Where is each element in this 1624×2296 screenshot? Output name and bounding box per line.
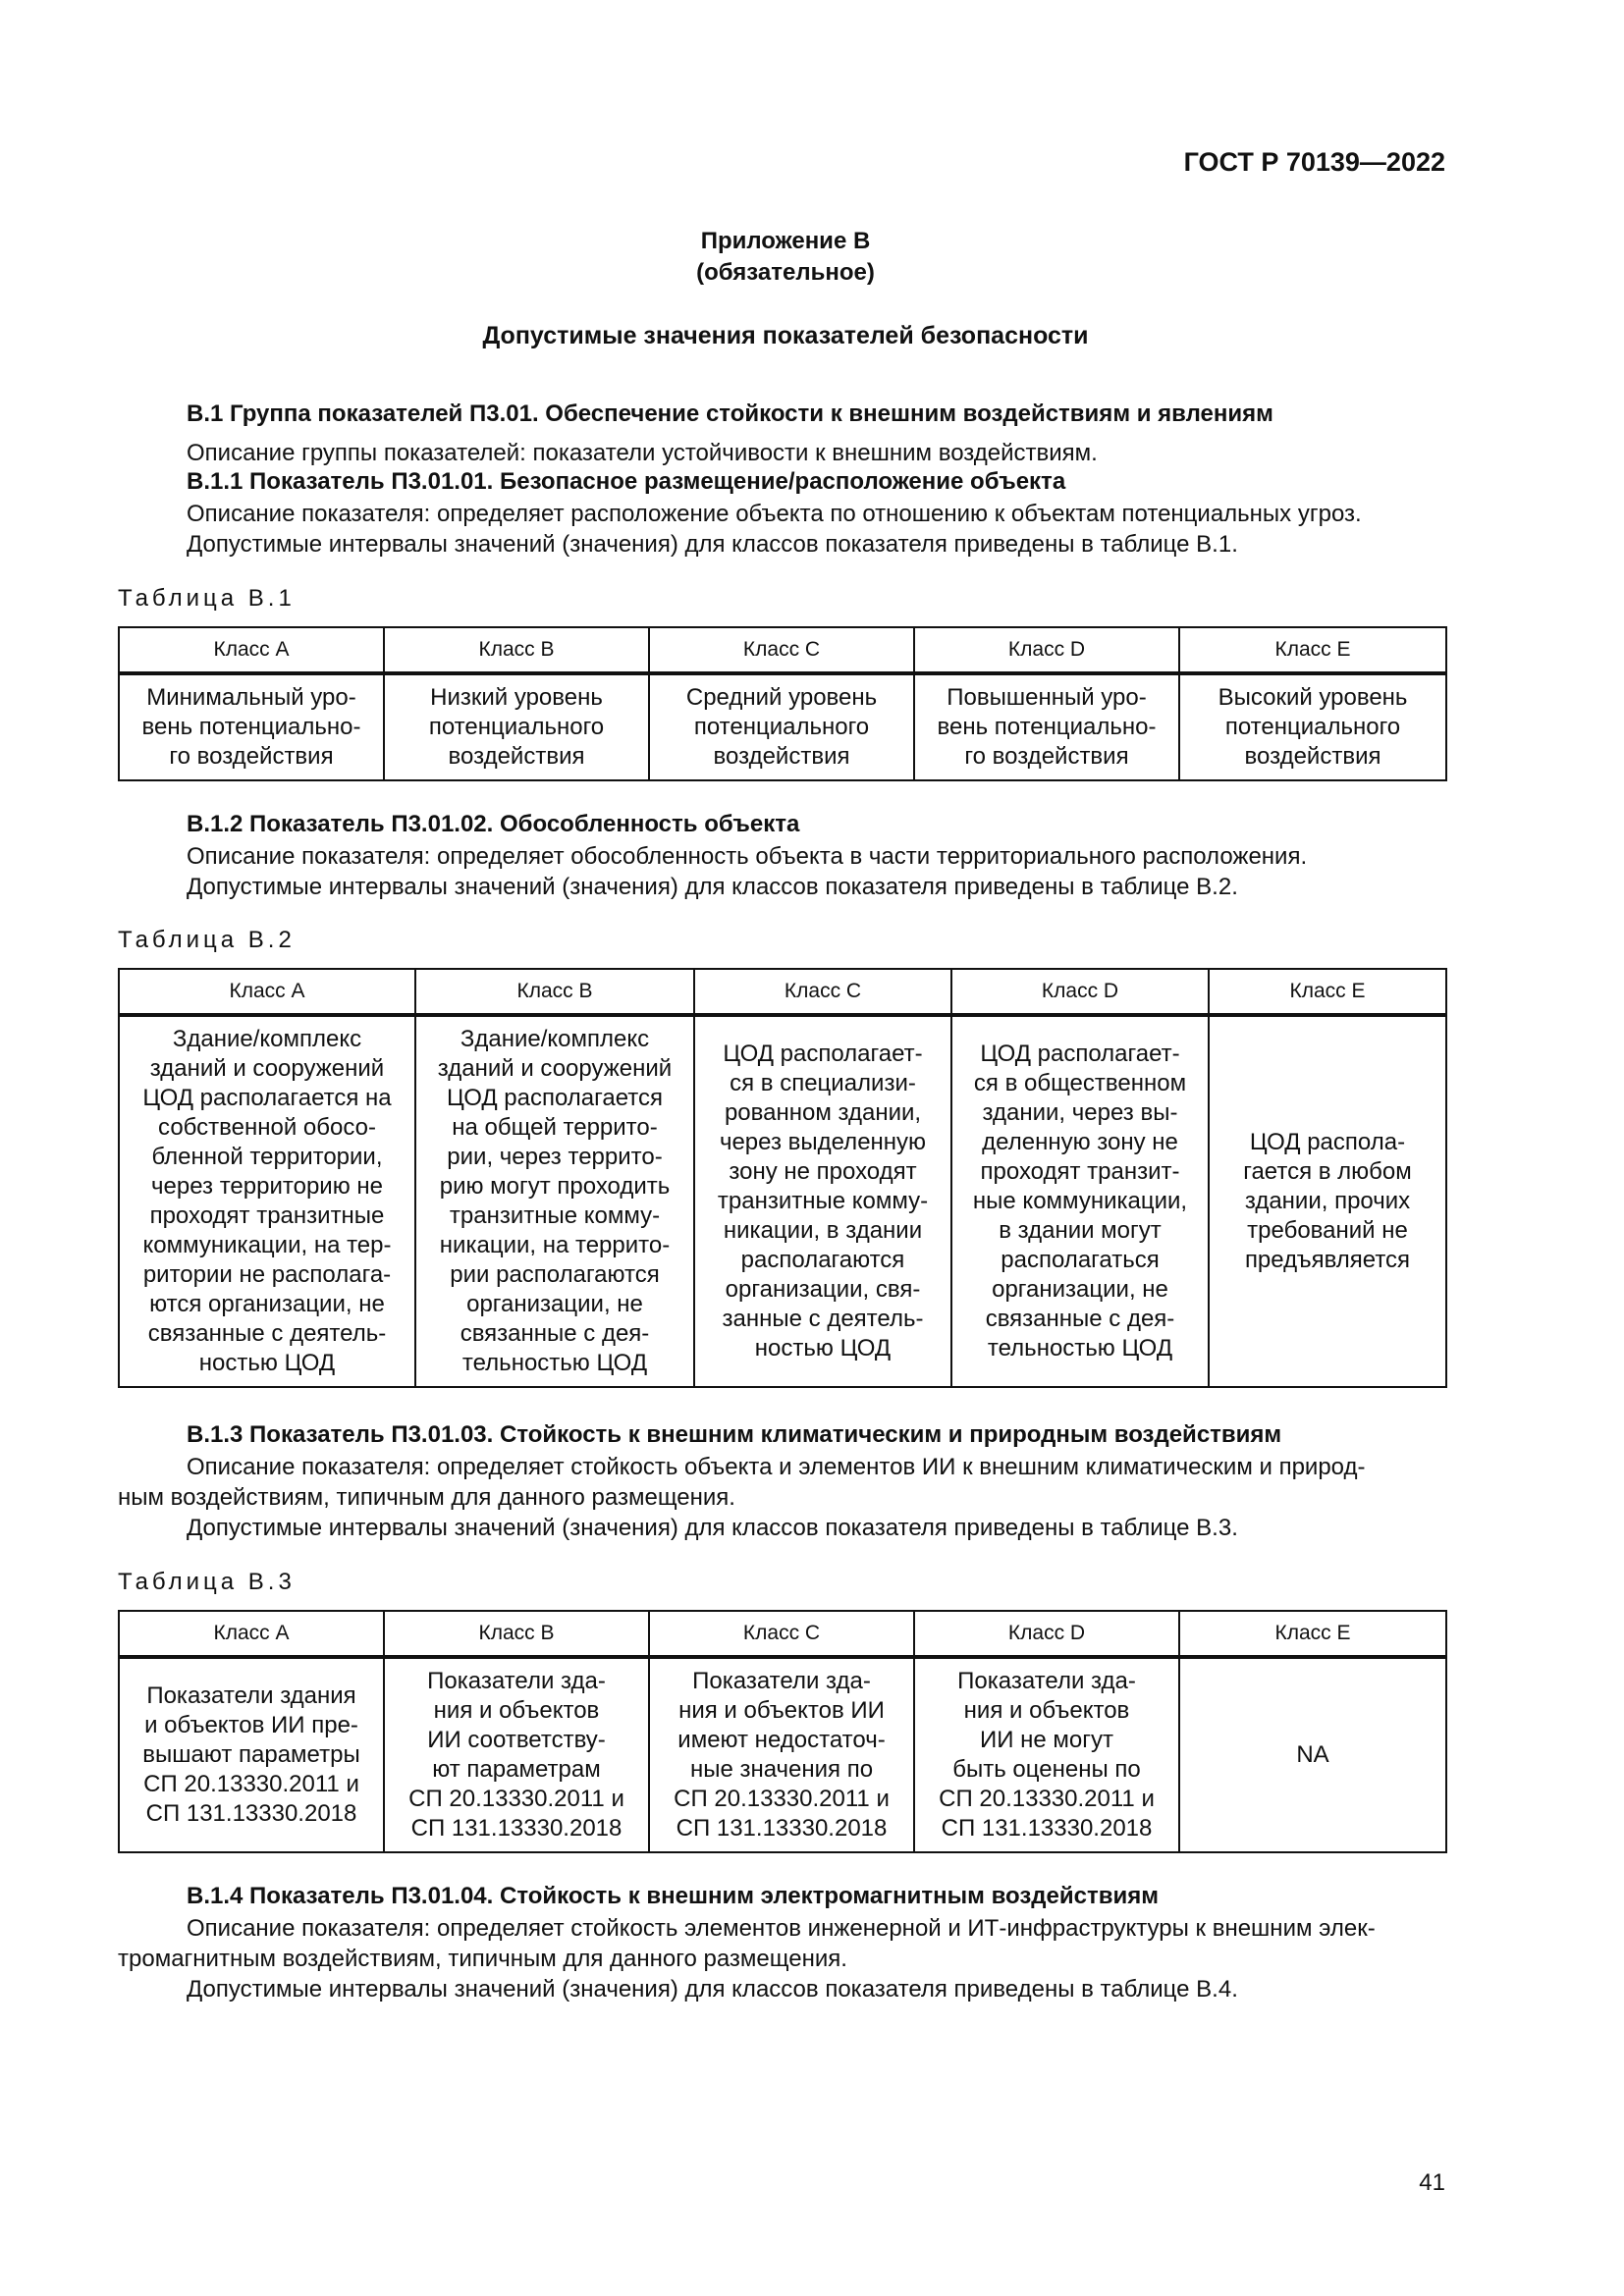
cell-line: на общей террито-	[452, 1114, 658, 1141]
cell-line: ся в специализи-	[730, 1070, 916, 1096]
cell-line: Показатели зда-	[957, 1668, 1136, 1694]
cell-line: здании, прочих	[1244, 1188, 1411, 1214]
table-b1-caption: Таблица В.1	[118, 585, 296, 612]
table-b1-header-cell: Класс C	[649, 627, 914, 673]
table-b2-cell	[119, 1015, 415, 1387]
cell-line: ИИ не могут	[979, 1727, 1114, 1753]
cell-line: го воздействия	[169, 743, 334, 770]
cell-line: потенциального	[428, 714, 605, 740]
cell-line: ЦОД располагает-	[980, 1041, 1180, 1067]
cell-line: здании, через вы-	[982, 1099, 1178, 1126]
cell-line: Минимальный уро-	[146, 684, 356, 711]
table-b3-header-cell: Класс D	[914, 1611, 1179, 1657]
section-b14-description-line2: тромагнитным воздействиям, типичным для данного размещения.	[118, 1946, 847, 1972]
cell-line: ЦОД располагается	[447, 1085, 663, 1111]
cell-line: Низкий уровень	[430, 684, 603, 711]
cell-line: ния и объектов ИИ	[678, 1697, 885, 1724]
cell-line: ностью ЦОД	[754, 1335, 892, 1362]
cell-line: транзитные комму-	[717, 1188, 929, 1214]
table-b3-body-row	[119, 1657, 1446, 1852]
cell-line: располагаются	[740, 1247, 905, 1273]
cell-line: никации, в здании	[723, 1217, 923, 1244]
cell-line: воздействия	[448, 743, 585, 770]
table-b2-cell	[415, 1015, 694, 1387]
table-b2-header-cell: Класс C	[694, 969, 951, 1015]
cell-line: зданий и сооружений	[437, 1055, 673, 1082]
cell-line: быть оценены по	[952, 1756, 1141, 1783]
section-b14-table-reference: Допустимые интервалы значений (значения) для классов показателя приведены в таблице В.4.	[187, 1976, 1238, 2002]
cell-line: СП 20.13330.2011 и	[408, 1786, 624, 1812]
section-b11-table-reference: Допустимые интервалы значений (значения) для классов показателя приведены в таблице В.1.	[187, 531, 1238, 558]
cell-line: имеют недостаточ-	[677, 1727, 886, 1753]
appendix-status: (обязательное)	[696, 259, 875, 286]
page-number: 41	[1419, 2169, 1445, 2196]
cell-line: Показатели зда-	[692, 1668, 871, 1694]
table-b3-header-cell: Класс B	[384, 1611, 649, 1657]
cell-line: собственной обосо-	[158, 1114, 376, 1141]
cell-line: СП 20.13330.2011 и	[143, 1771, 359, 1797]
cell-line: воздействия	[1244, 743, 1381, 770]
cell-line: ЦОД распола-	[1249, 1129, 1406, 1155]
cell-line: Высокий уровень	[1218, 684, 1408, 711]
cell-line: ния и объектов	[963, 1697, 1130, 1724]
cell-line: через выделенную	[719, 1129, 927, 1155]
table-b1-body-row	[119, 673, 1446, 780]
cell-line: ностью ЦОД	[198, 1350, 336, 1376]
table-b3-cell	[119, 1657, 384, 1852]
table-b2-body-row	[119, 1015, 1446, 1387]
cell-line: ЦОД располагается на	[142, 1085, 392, 1111]
cell-line: транзитные комму-	[449, 1202, 661, 1229]
cell-line: рии, через террито-	[447, 1144, 663, 1170]
cell-line: через территорию не	[151, 1173, 383, 1200]
cell-line: ют параметрам	[432, 1756, 601, 1783]
cell-line: никации, на террито-	[439, 1232, 671, 1258]
cell-line: проходят транзит-	[980, 1158, 1180, 1185]
appendix-title: Приложение В	[700, 228, 871, 254]
table-b2-header-cell: Класс A	[119, 969, 415, 1015]
cell-line: Здание/комплекс	[172, 1026, 362, 1052]
table-b3-header-cell: Класс C	[649, 1611, 914, 1657]
cell-line: организации, не	[992, 1276, 1168, 1303]
table-b2-cell	[694, 1015, 951, 1387]
table-b2-caption: Таблица В.2	[118, 927, 296, 953]
table-b1-header-row	[119, 627, 1446, 673]
table-b1-cell	[119, 673, 384, 780]
cell-line: вень потенциально-	[937, 714, 1157, 740]
cell-line: связанные с дея-	[460, 1320, 650, 1347]
section-b11-description: Описание показателя: определяет расположение объекта по отношению к объектам потенциальных угроз.	[187, 501, 1362, 527]
cell-line: NA	[1296, 1741, 1329, 1768]
section-b12-table-reference: Допустимые интервалы значений (значения) для классов показателя приведены в таблице В.2.	[187, 874, 1238, 900]
table-b3-caption: Таблица В.3	[118, 1569, 296, 1595]
table-b2-header-cell: Класс D	[951, 969, 1209, 1015]
cell-line: потенциального	[1224, 714, 1401, 740]
table-b2-cell	[951, 1015, 1209, 1387]
table-b3-cell	[914, 1657, 1179, 1852]
cell-line: ные значения по	[689, 1756, 874, 1783]
table-b1-cell	[1179, 673, 1446, 780]
cell-line: связанные с дея-	[985, 1306, 1175, 1332]
cell-line: ритории не располага-	[142, 1261, 392, 1288]
section-b12-title: В.1.2 Показатель П3.01.02. Обособленность объекта	[187, 811, 800, 837]
table-b1	[118, 626, 1447, 781]
cell-line: бленной территории,	[151, 1144, 383, 1170]
cell-line: гается в любом	[1243, 1158, 1412, 1185]
cell-line: СП 20.13330.2011 и	[674, 1786, 890, 1812]
table-b3-header-cell: Класс A	[119, 1611, 384, 1657]
section-b13-description-line1: Описание показателя: определяет стойкость объекта и элементов ИИ к внешним климатическим и природ-	[187, 1454, 1366, 1480]
cell-line: организации, свя-	[725, 1276, 921, 1303]
section-b1-description: Описание группы показателей: показатели устойчивости к внешним воздействиям.	[187, 440, 1098, 466]
cell-line: Средний уровень	[685, 684, 878, 711]
section-b13-table-reference: Допустимые интервалы значений (значения) для классов показателя приведены в таблице В.3.	[187, 1515, 1238, 1541]
section-b13-title: В.1.3 Показатель П3.01.03. Стойкость к внешним климатическим и природным воздействиям	[187, 1421, 1282, 1448]
section-b13-description-line2: ным воздействиям, типичным для данного размещения.	[118, 1484, 735, 1511]
cell-line: Показатели зда-	[427, 1668, 606, 1694]
cell-line: рованном здании,	[724, 1099, 922, 1126]
cell-line: занные с деятель-	[722, 1306, 924, 1332]
table-b1-cell	[384, 673, 649, 780]
cell-line: ные коммуникации,	[972, 1188, 1188, 1214]
cell-line: СП 131.13330.2018	[410, 1815, 623, 1842]
cell-line: тельностью ЦОД	[987, 1335, 1173, 1362]
cell-line: вень потенциально-	[141, 714, 361, 740]
table-b2-cell	[1209, 1015, 1446, 1387]
table-b2-header-cell: Класс E	[1209, 969, 1446, 1015]
cell-line: СП 131.13330.2018	[941, 1815, 1153, 1842]
cell-line: ния и объектов	[433, 1697, 600, 1724]
cell-line: ются организации, не	[149, 1291, 385, 1317]
section-b14-description-line1: Описание показателя: определяет стойкость элементов инженерной и ИТ-инфраструктуры к внешним элек-	[187, 1915, 1376, 1942]
cell-line: рию могут проходить	[439, 1173, 671, 1200]
appendix-heading: Допустимые значения показателей безопасности	[482, 322, 1089, 349]
cell-line: зданий и сооружений	[149, 1055, 385, 1082]
cell-line: зону не проходят	[729, 1158, 917, 1185]
cell-line: Здание/комплекс	[460, 1026, 650, 1052]
cell-line: Повышенный уро-	[947, 684, 1147, 711]
table-b2-header-cell: Класс B	[415, 969, 694, 1015]
cell-line: коммуникации, на тер-	[142, 1232, 392, 1258]
cell-line: потенциального	[693, 714, 870, 740]
cell-line: рии располагаются	[450, 1261, 660, 1288]
document-code: ГОСТ Р 70139—2022	[1183, 147, 1445, 177]
cell-line: предъявляется	[1244, 1247, 1411, 1273]
table-b1-header-cell: Класс E	[1179, 627, 1446, 673]
table-b1-header-cell: Класс D	[914, 627, 1179, 673]
cell-line: СП 131.13330.2018	[145, 1800, 357, 1827]
cell-line: в здании могут	[999, 1217, 1162, 1244]
cell-line: организации, не	[466, 1291, 643, 1317]
section-b12-description: Описание показателя: определяет обособленность объекта в части территориального расположения.	[187, 843, 1308, 870]
cell-line: СП 20.13330.2011 и	[939, 1786, 1155, 1812]
cell-line: располагаться	[1001, 1247, 1160, 1273]
table-b1-header-cell: Класс B	[384, 627, 649, 673]
table-b2	[118, 968, 1447, 1388]
table-b3-header-row	[119, 1611, 1446, 1657]
cell-line: ИИ соответству-	[427, 1727, 606, 1753]
table-b1-cell	[914, 673, 1179, 780]
cell-line: воздействия	[713, 743, 850, 770]
section-b1-title: В.1 Группа показателей П3.01. Обеспечение стойкости к внешним воздействиям и явлениям	[187, 400, 1273, 427]
table-b3	[118, 1610, 1447, 1853]
table-b3-cell	[649, 1657, 914, 1852]
cell-line: проходят транзитные	[149, 1202, 385, 1229]
table-b3-cell	[1179, 1657, 1446, 1852]
cell-line: вышают параметры	[142, 1741, 360, 1768]
cell-line: СП 131.13330.2018	[676, 1815, 888, 1842]
table-b3-cell	[384, 1657, 649, 1852]
cell-line: связанные с деятель-	[147, 1320, 387, 1347]
table-b2-header-row	[119, 969, 1446, 1015]
cell-line: го воздействия	[964, 743, 1129, 770]
cell-line: деленную зону не	[982, 1129, 1178, 1155]
section-b14-title: В.1.4 Показатель П3.01.04. Стойкость к внешним электромагнитным воздействиям	[187, 1883, 1159, 1909]
cell-line: требований не	[1247, 1217, 1408, 1244]
table-b1-header-cell: Класс A	[119, 627, 384, 673]
cell-line: ся в общественном	[973, 1070, 1187, 1096]
cell-line: тельностью ЦОД	[461, 1350, 648, 1376]
cell-line: и объектов ИИ пре-	[144, 1712, 358, 1738]
section-b11-title: В.1.1 Показатель П3.01.01. Безопасное размещение/расположение объекта	[187, 468, 1066, 495]
cell-line: Показатели здания	[146, 1682, 356, 1709]
cell-line: ЦОД располагает-	[723, 1041, 923, 1067]
table-b3-header-cell: Класс E	[1179, 1611, 1446, 1657]
table-b1-cell	[649, 673, 914, 780]
